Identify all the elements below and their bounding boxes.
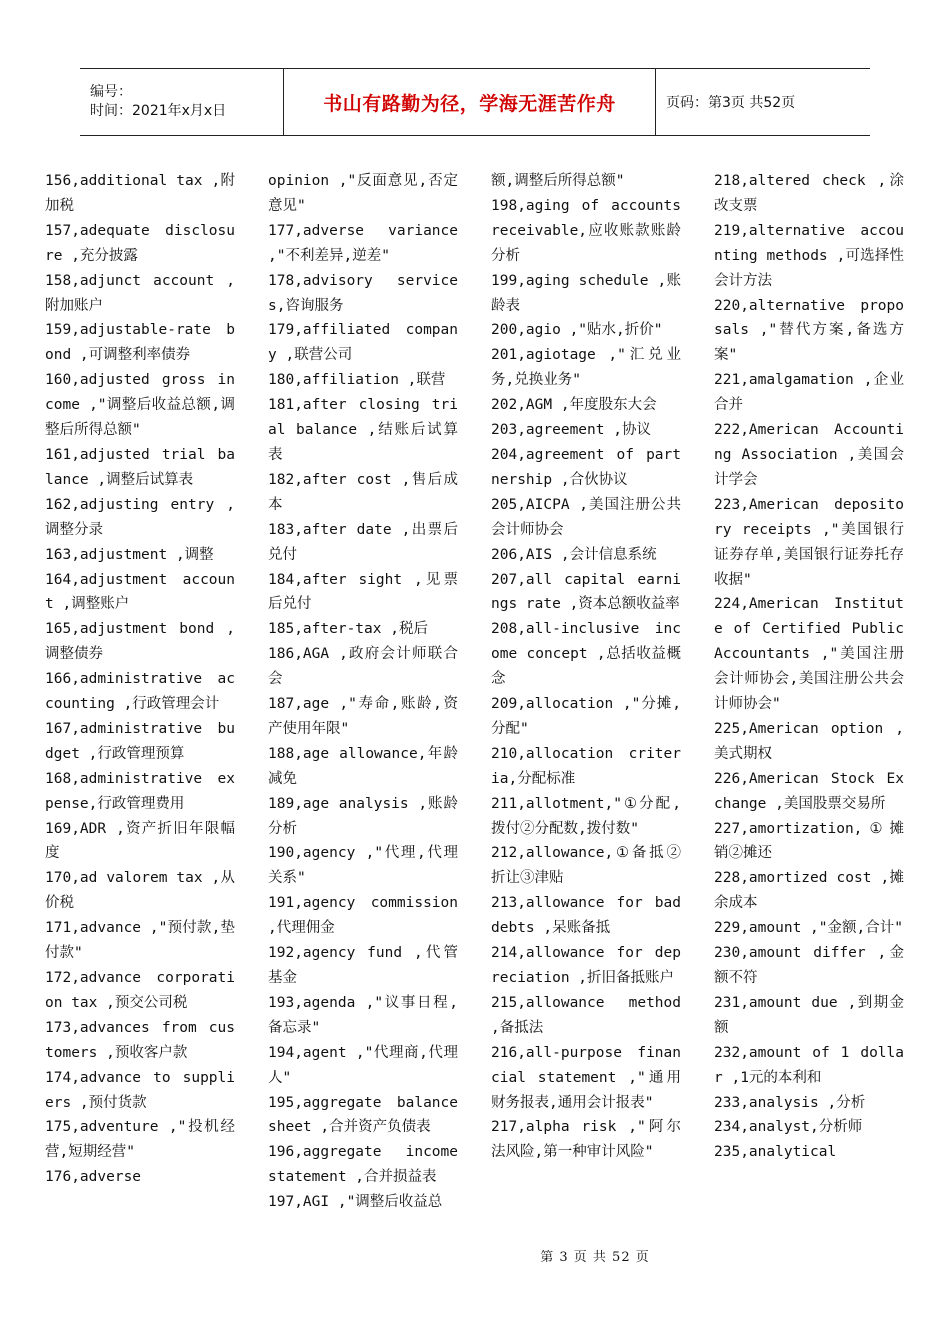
glossary-entry: 218,altered check ,涂改支票 bbox=[714, 173, 904, 214]
glossary-entry: 174,advance to suppliers ,预付货款 bbox=[45, 1069, 235, 1111]
glossary-entry: 230,amount differ ,金额不符 bbox=[714, 945, 904, 986]
glossary-entry: 172,advance corporation tax ,预交公司税 bbox=[45, 970, 235, 1011]
glossary-entry: 186,AGA ,政府会计师联合会 bbox=[268, 646, 458, 688]
glossary-entry: 229,amount ,"金额,合计" bbox=[714, 920, 903, 937]
glossary-entry: 191,agency commission ,代理佣金 bbox=[268, 895, 458, 937]
glossary-entry: 212,allowance,①备抵②折让③津贴 bbox=[491, 845, 681, 887]
glossary-entry: 187,age ,"寿命,账龄,资产使用年限" bbox=[268, 696, 458, 737]
glossary-column-4 bbox=[714, 169, 904, 1165]
glossary-entry: 208,all-inclusive income concept ,总括收益概念 bbox=[491, 621, 681, 688]
glossary-entry: 204,agreement of partnership ,合伙协议 bbox=[491, 446, 681, 488]
glossary-entry: 216,all-purpose financial statement ,"通用财务报表,通用会计报表" bbox=[491, 1044, 681, 1111]
glossary-entry: opinion ,"反面意见,否定意见" bbox=[268, 173, 458, 214]
glossary-entry: 233,analysis ,分析 bbox=[714, 1094, 866, 1111]
glossary-entry: 200,agio ,"贴水,折价" bbox=[491, 322, 663, 339]
glossary-column-3 bbox=[491, 169, 681, 1165]
glossary-entry: 189,age analysis ,账龄分析 bbox=[268, 795, 458, 837]
glossary-entry: 168,administrative expense,行政管理费用 bbox=[45, 770, 235, 812]
glossary-entry: 173,advances from customers ,预收客户款 bbox=[45, 1019, 235, 1061]
glossary-entry: 219,alternative accounting methods ,可选择性会计方法 bbox=[714, 222, 904, 289]
glossary-entry: 180,affiliation ,联营 bbox=[268, 372, 446, 389]
glossary-entry: 161,adjusted trial balance ,调整后试算表 bbox=[45, 446, 235, 488]
glossary-entry: 177,adverse variance ,"不利差异,逆差" bbox=[268, 222, 458, 264]
glossary-entry: 169,ADR ,资产折旧年限幅度 bbox=[45, 820, 235, 862]
glossary-entry: 207,all capital earnings rate ,资本总额收益率 bbox=[491, 571, 681, 613]
glossary-entry: 234,analyst,分析师 bbox=[714, 1119, 863, 1136]
glossary-entry: 194,agent ,"代理商,代理人" bbox=[268, 1044, 458, 1086]
glossary-entry: 224,American Institute of Certified Public Accountants ,"美国注册会计师协会,美国注册公共会计师协会" bbox=[714, 596, 904, 713]
glossary-entry: 185,after-tax ,税后 bbox=[268, 621, 428, 638]
glossary-entry: 170,ad valorem tax ,从价税 bbox=[45, 870, 235, 912]
page-footer: 第 3 页 共 52 页 bbox=[540, 1250, 650, 1265]
glossary-entry: 156,additional tax ,附加税 bbox=[45, 173, 235, 214]
glossary-entry: 214,allowance for depreciation ,折旧备抵账户 bbox=[491, 945, 681, 986]
glossary-entry: 193,agenda ,"议事日程,备忘录" bbox=[268, 994, 458, 1036]
glossary-entry: 164,adjustment account ,调整账户 bbox=[45, 571, 235, 613]
glossary-entry: 202,AGM ,年度股东大会 bbox=[491, 397, 657, 414]
glossary-entry: 178,advisory services,咨询服务 bbox=[268, 272, 458, 314]
glossary-entry: 157,adequate disclosure ,充分披露 bbox=[45, 222, 235, 264]
glossary-entry: 222,American Accounting Association ,美国会计学会 bbox=[714, 422, 904, 488]
glossary-entry: 159,adjustable-rate bond ,可调整利率债券 bbox=[45, 322, 235, 364]
header-motto: 书山有路勤为径，学海无涯苦作舟 bbox=[283, 69, 656, 135]
glossary-entry: 199,aging schedule ,账龄表 bbox=[491, 272, 681, 314]
glossary-entry: 171,advance ,"预付款,垫付款" bbox=[45, 920, 235, 962]
glossary-entry: 167,administrative budget ,行政管理预算 bbox=[45, 720, 235, 762]
glossary-entry: 205,AICPA ,美国注册公共会计师协会 bbox=[491, 496, 681, 538]
glossary-entry: 221,amalgamation ,企业合并 bbox=[714, 372, 904, 414]
glossary-entry: 181,after closing trial balance ,结账后试算表 bbox=[268, 397, 458, 463]
glossary-entry: 196,aggregate income statement ,合并损益表 bbox=[268, 1144, 458, 1186]
doc-number-label: 编号： bbox=[90, 84, 132, 100]
glossary-entry: 227,amortization,①摊销②摊还 bbox=[714, 820, 904, 862]
glossary-entry: 162,adjusting entry ,调整分录 bbox=[45, 496, 235, 538]
glossary-entry: 220,alternative proposals ,"替代方案,备选方案" bbox=[714, 297, 904, 364]
glossary-entry: 225,American option ,美式期权 bbox=[714, 720, 904, 762]
glossary-entry: 215,allowance method ,备抵法 bbox=[491, 994, 681, 1036]
glossary-entry: 182,after cost ,售后成本 bbox=[268, 471, 458, 513]
date-line: 时间：2021年x月x日 bbox=[90, 103, 227, 119]
glossary-entry: 158,adjunct account ,附加账户 bbox=[45, 272, 235, 314]
glossary-entry: 198,aging of accounts receivable,应收账款账龄分析 bbox=[491, 197, 681, 264]
glossary-entry: 228,amortized cost ,摊余成本 bbox=[714, 870, 904, 912]
glossary-column-1 bbox=[45, 169, 235, 1190]
header-page-label: 页码：第3页 共52页 bbox=[666, 95, 796, 111]
glossary-entry: 209,allocation ,"分摊,分配" bbox=[491, 696, 681, 737]
glossary-entry: 210,allocation criteria,分配标准 bbox=[491, 745, 681, 787]
glossary-entry: 175,adventure ,"投机经营,短期经营" bbox=[45, 1119, 235, 1161]
glossary-entry: 211,allotment,"①分配,拨付②分配数,拨付数" bbox=[491, 795, 681, 837]
glossary-entry: 166,administrative accounting ,行政管理会计 bbox=[45, 671, 235, 713]
glossary-entry: 226,American Stock Exchange ,美国股票交易所 bbox=[714, 770, 904, 812]
glossary-entry: 188,age allowance,年龄减免 bbox=[268, 745, 458, 787]
glossary-entry: 183,after date ,出票后兑付 bbox=[268, 521, 458, 563]
glossary-entry: 201,agiotage ,"汇兑业务,兑换业务" bbox=[491, 347, 681, 389]
glossary-entry: 213,allowance for bad debts ,呆账备抵 bbox=[491, 895, 681, 937]
glossary-entry: 165,adjustment bond ,调整债券 bbox=[45, 621, 235, 663]
page-header bbox=[80, 68, 870, 136]
glossary-entry: 184,after sight ,见票后兑付 bbox=[268, 571, 458, 613]
glossary-entry: 206,AIS ,会计信息系统 bbox=[491, 546, 657, 563]
glossary-entry: 217,alpha risk ,"阿尔法风险,第一种审计风险" bbox=[491, 1119, 681, 1161]
glossary-entry: 192,agency fund ,代管基金 bbox=[268, 945, 458, 986]
glossary-entry: 235,analytical bbox=[714, 1144, 837, 1161]
glossary-entry: 163,adjustment ,调整 bbox=[45, 546, 214, 563]
header-meta bbox=[80, 69, 283, 135]
glossary-entry: 176,adverse bbox=[45, 1169, 142, 1186]
glossary-entry: 232,amount of 1 dollar ,1元的本利和 bbox=[714, 1044, 904, 1086]
glossary-entry: 223,American depository receipts ,"美国银行证券存单,美国银行证券托存收据" bbox=[714, 496, 904, 588]
glossary-entry: 197,AGI ,"调整后收益总 bbox=[268, 1194, 443, 1211]
glossary-column-2 bbox=[268, 169, 458, 1215]
glossary-entry: 179,affiliated company ,联营公司 bbox=[268, 322, 458, 364]
glossary-entry: 190,agency ,"代理,代理关系" bbox=[268, 845, 458, 887]
glossary-entry: 额,调整后所得总额" bbox=[491, 173, 625, 189]
glossary-entry: 160,adjusted gross income ,"调整后收益总额,调整后所得总额" bbox=[45, 372, 235, 439]
glossary-entry: 231,amount due ,到期金额 bbox=[714, 994, 904, 1036]
glossary-entry: 203,agreement ,协议 bbox=[491, 422, 651, 439]
glossary-entry: 195,aggregate balance sheet ,合并资产负债表 bbox=[268, 1094, 458, 1136]
